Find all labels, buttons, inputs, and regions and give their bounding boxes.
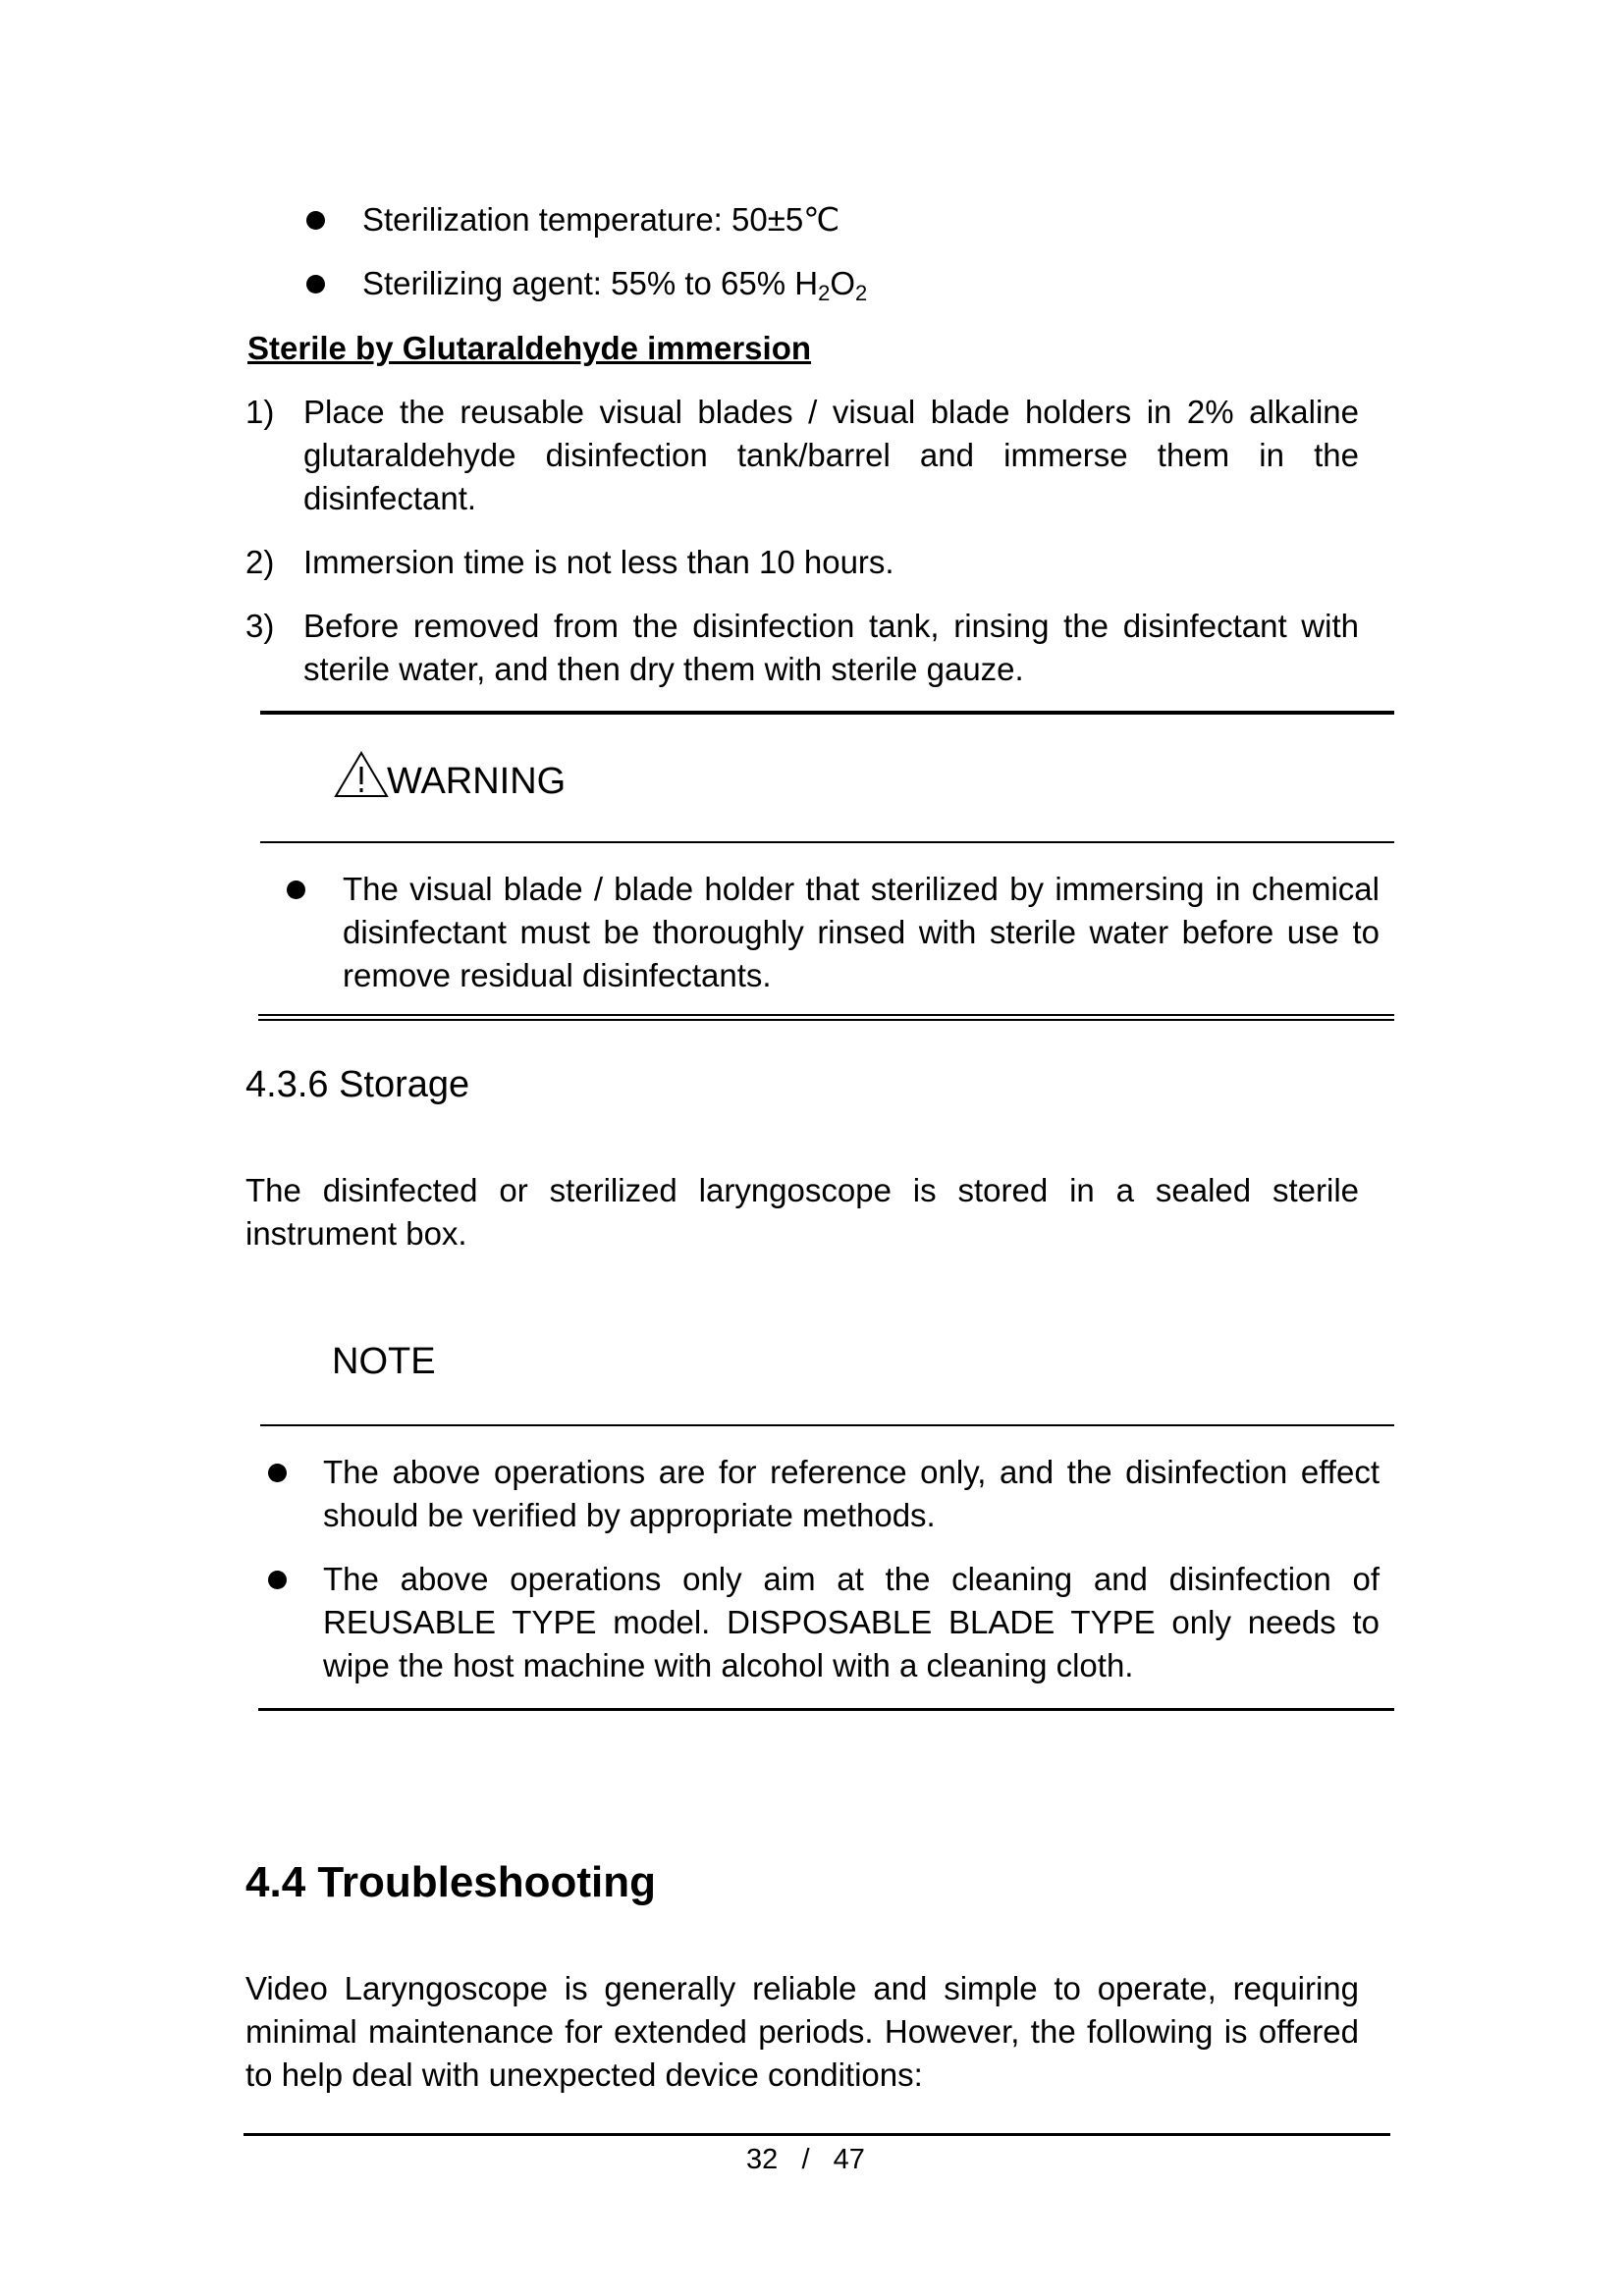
storage-body: The disinfected or sterilized laryngoscope is stored in a sealed sterile instrument box.	[245, 1172, 1359, 1252]
sterilizing-agent-text: Sterilizing agent: 55% to 65% H	[362, 265, 819, 301]
bullet-icon	[268, 1571, 287, 1589]
note-top-rule	[260, 1424, 1394, 1426]
step-text: Before removed from the disinfection tank, rinsing the disinfectant with sterile water, and then dry them with sterile gauze.	[303, 608, 1359, 687]
storage-heading: 4.3.6 Storage	[245, 1064, 470, 1105]
warning-item: The visual blade / blade holder that sterilized by immersing in chemical disinfectant must be thoroughly rinsed with sterile water before use to remove residual disinfectants.	[343, 871, 1380, 993]
note-item: The above operations only aim at the cleaning and disinfection of REUSABLE TYPE model. DISPOSABLE BLADE TYPE only needs to wipe the host machine with alcohol with a cleaning cloth.	[323, 1561, 1380, 1683]
note-item: The above operations are for reference only, and the disinfection effect should be verified by appropriate methods.	[323, 1454, 1380, 1533]
footer-rule	[244, 2133, 1390, 2136]
page-number	[746, 2140, 865, 2179]
note-bottom-rule	[258, 1708, 1394, 1711]
warning-triangle-icon	[334, 751, 389, 798]
bullet-icon	[287, 881, 305, 899]
sterilizing-agent-text: O	[830, 265, 856, 301]
step-number: 2)	[245, 544, 275, 580]
glutaraldehyde-heading: Sterile by Glutaraldehyde immersion	[247, 330, 812, 366]
subscript: 2	[855, 281, 868, 305]
note-title: NOTE	[332, 1341, 436, 1382]
sterilization-temperature: Sterilization temperature: 50±5℃	[362, 201, 840, 238]
troubleshooting-heading: 4.4 Troubleshooting	[245, 1858, 657, 1906]
warning-title-rule	[260, 841, 1394, 843]
bullet-icon	[306, 275, 325, 294]
sterilizing-agent	[362, 262, 1246, 305]
step-number: 3)	[245, 608, 275, 644]
step-number: 1)	[245, 394, 275, 430]
step-text: Place the reusable visual blades / visual blade holders in 2% alkaline glutaraldehyde disinfection tank/barrel and immerse them in the disinfectant.	[303, 394, 1359, 516]
warning-bottom-rule	[258, 1019, 1394, 1021]
warning-top-rule	[260, 711, 1394, 715]
warning-bottom-rule	[258, 1014, 1394, 1016]
total-pages: 47	[833, 2144, 865, 2175]
page-separator: /	[801, 2144, 810, 2175]
current-page: 32	[746, 2144, 779, 2175]
warning-title: WARNING	[387, 761, 567, 802]
step-text: Immersion time is not less than 10 hours.	[303, 544, 894, 580]
bullet-icon	[306, 211, 325, 230]
bullet-icon	[268, 1464, 287, 1482]
troubleshooting-body: Video Laryngoscope is generally reliable and simple to operate, requiring minimal maintenance for extended periods. However, the following is offered to help deal with unexpected device conditions:	[245, 1970, 1359, 2093]
subscript: 2	[818, 281, 831, 305]
